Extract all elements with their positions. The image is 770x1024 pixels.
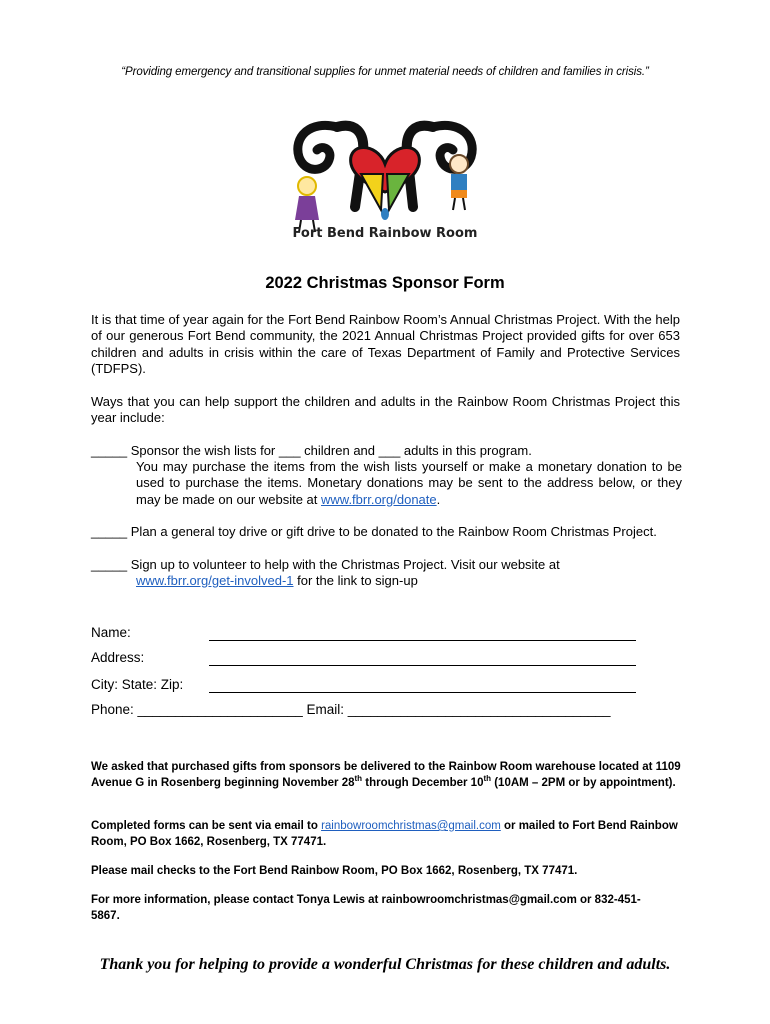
donate-link[interactable]: www.fbrr.org/donate — [321, 491, 437, 507]
page-title: 2022 Christmas Sponsor Form — [265, 274, 505, 292]
intro-paragraph: It is that time of year again for the Fort Bend Rainbow Room’s Annual Christmas Project. With the help of our generous Fort Bend community, the 2021 Annual Christmas Project provided gifts for over 653 children and adults in crisis within the care of Texas Department of Family and Protective Services (TDFPS). — [91, 312, 680, 377]
city-state-zip-field[interactable] — [209, 692, 636, 693]
completed-pre: Completed forms can be sent via email to — [91, 820, 322, 832]
completed-forms-info — [91, 819, 691, 850]
delivery-text-1: We asked that purchased gifts from sponsors be delivered to the Rainbow Room warehouse located at 1109 Avenue G in Rosenberg beginning November 28 — [91, 761, 681, 789]
get-involved-link[interactable]: www.fbrr.org/get-involved-1 — [136, 573, 294, 588]
checks-info: Please mail checks to the Fort Bend Rainbow Room, PO Box 1662, Rosenberg, TX 77471. — [91, 865, 578, 877]
phone-email-line[interactable]: Phone: ______________________ Email: ___________________________________ — [91, 702, 611, 717]
option-toy-drive: _____ Plan a general toy drive or gift drive to be donated to the Rainbow Room Christmas Project. — [91, 524, 657, 539]
option-volunteer-rest: for the link to sign-up — [293, 573, 418, 588]
email-link[interactable]: rainbowroomchristmas@gmail.com — [321, 820, 501, 832]
thank-you-footer: Thank you for helping to provide a wonderful Christmas for these children and adults. — [99, 956, 671, 973]
option-sponsor-detail — [136, 459, 682, 508]
option-sponsor-detail-text: You may purchase the items from the wish lists yourself or make a monetary donation to be used to purchase the items. Monetary donations may be sent to the address below, or they may be made on our website at — [136, 459, 682, 507]
option-volunteer: _____ Sign up to volunteer to help with the Christmas Project. Visit our website at — [91, 557, 560, 572]
fbrr-heart-logo-icon — [285, 112, 485, 252]
delivery-text-2: through December 10 — [362, 776, 484, 789]
tagline: “Providing emergency and transitional supplies for unmet material needs of children and families in crisis.” — [121, 66, 649, 78]
option-sponsor-detail-end: . — [436, 491, 441, 507]
delivery-sup-2: th — [483, 773, 492, 783]
delivery-text-3: (10AM – 2PM or by appointment). — [491, 776, 676, 789]
option-sponsor: _____ Sponsor the wish lists for ___ children and ___ adults in this program. — [91, 443, 532, 458]
completed-post: or mailed to Fort Bend Rainbow Room, PO Box 1662, Rosenberg, TX 77471. — [91, 820, 678, 848]
contact-info: For more information, please contact Tonya Lewis at rainbowroomchristmas@gmail.com or 832-451-5867. — [91, 894, 641, 922]
city-state-zip-label: City: State: Zip: — [91, 677, 184, 692]
address-label: Address: — [91, 650, 145, 665]
logo-text: Fort Bend Rainbow Room — [292, 226, 478, 241]
delivery-sup-1: th — [354, 773, 363, 783]
address-field[interactable] — [209, 665, 636, 666]
option-volunteer-detail — [136, 573, 682, 589]
ways-intro: Ways that you can help support the children and adults in the Rainbow Room Christmas Project this year include: — [91, 394, 680, 426]
delivery-info — [91, 760, 691, 791]
name-label: Name: — [91, 625, 131, 640]
name-field[interactable] — [209, 640, 636, 641]
